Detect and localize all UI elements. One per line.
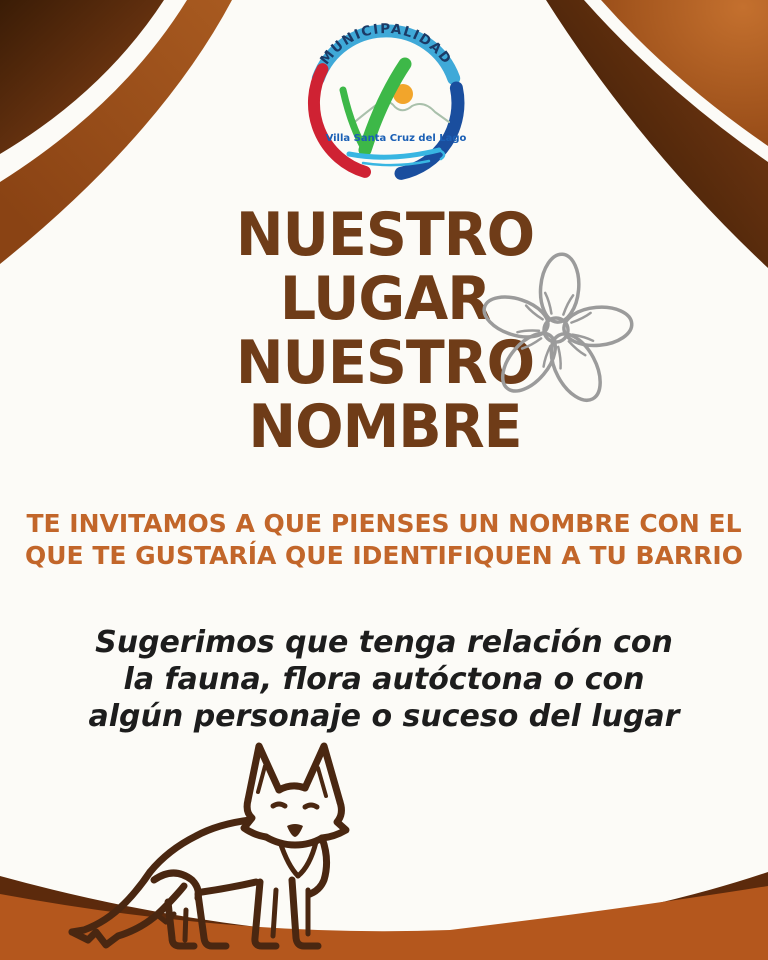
logo-org-name: MUNICIPALIDAD xyxy=(317,20,455,68)
invitation-line-2: QUE TE GUSTARÍA QUE IDENTIFIQUEN A TU BARRIO xyxy=(24,541,743,570)
flower-icon xyxy=(478,250,638,410)
suggestion-line-1: Sugerimos que tenga relación con xyxy=(95,625,673,660)
invitation-text xyxy=(0,508,768,572)
logo-place-name: Villa Santa Cruz del Lago xyxy=(325,133,467,144)
suggestion-line-3: algún personaje o suceso del lugar xyxy=(88,699,680,734)
title-line-1: NUESTRO xyxy=(235,200,535,270)
municipality-logo xyxy=(291,8,481,198)
invitation-line-1: TE INVITAMOS A QUE PIENSES UN NOMBRE CON EL xyxy=(26,509,742,538)
title-line-2: LUGAR xyxy=(279,264,491,334)
suggestion-text xyxy=(0,624,768,735)
mountains-icon xyxy=(351,101,449,125)
title-line-4: NOMBRE xyxy=(248,392,522,462)
title-line-3: NUESTRO xyxy=(235,328,535,398)
suggestion-line-2: la fauna, flora autóctona o con xyxy=(123,662,645,697)
fox-icon xyxy=(58,738,370,956)
